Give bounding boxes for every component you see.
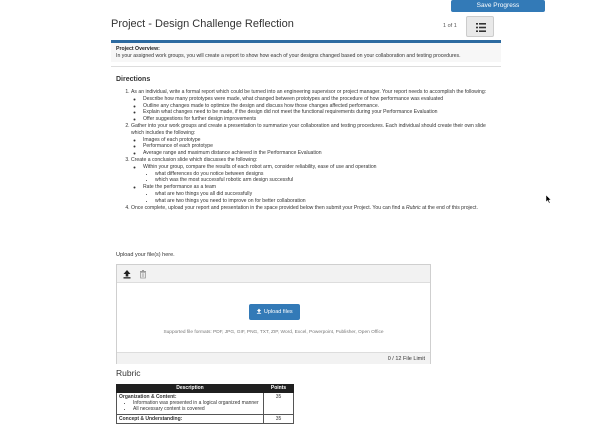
direction-text: Once complete, upload your report and presentation in the space provided below then submit your Project. You can find a (131, 204, 406, 211)
page-indicator: 1 of 1 (443, 23, 457, 29)
direction-subitem: ◦ Average range and maximum distance achieved in the Performance Evaluation (143, 150, 496, 157)
trash-icon[interactable] (138, 269, 148, 279)
rubric-reference: Rubric (405, 204, 421, 211)
directions-list (116, 89, 496, 211)
rubric-table (116, 384, 294, 424)
direction-subitem: ◦ Describe how many prototypes were made, what changed between prototypes and the procedure of how performance was evaluated (143, 96, 496, 103)
direction-subitem-text: Rate the performance as a team (143, 184, 217, 191)
direction-subitem: ◦ Outline any changes made to optimize the design and discuss how those changes affected performance. (143, 103, 496, 110)
direction-subitem-text: Within your group, compare the results of each robot arm, consider reliability, ease of use and operation (143, 163, 377, 170)
direction-item (131, 205, 496, 212)
upload-toolbar (117, 265, 430, 283)
mouse-cursor-icon (546, 195, 552, 204)
rubric-header-points: Points (264, 385, 294, 393)
rubric-header-description: Description (117, 385, 264, 393)
upload-files-button[interactable] (249, 304, 300, 320)
upload-files-label: Upload files (263, 309, 293, 315)
project-overview (111, 40, 501, 62)
direction-subsubitem: • which was the most successful robotic arm design successful (155, 177, 496, 184)
rubric-bullet: • Information was presented in a logical organized manner (133, 400, 261, 406)
direction-text: Gather into your work groups and create a presentation to summarize your collaboration and testing procedures. Each individual should create their own slide which includes the following: (131, 122, 486, 136)
direction-item (131, 157, 496, 205)
direction-subitem: ◦ Explain what changes need to be made, if the design did not meet the functional requirements during your Performance Evaluation (143, 109, 496, 116)
direction-subitem: ◦ Images of each prototype (143, 137, 496, 144)
rubric-points: 35 (264, 393, 294, 415)
divider (111, 66, 501, 67)
rubric-description (117, 414, 264, 423)
upload-icon[interactable] (122, 269, 132, 279)
rubric-heading: Rubric (116, 368, 141, 378)
direction-subsubitem: • what are two things you all did successfully (155, 191, 496, 198)
overview-label: Project Overview: (116, 46, 160, 52)
direction-subitem: ◦ Offer suggestions for further design improvements (143, 116, 496, 123)
direction-item (131, 89, 496, 123)
direction-text-end: at the end of this project. (420, 204, 478, 211)
direction-text: Create a conclusion slide which discusses the following: (131, 156, 258, 163)
rubric-criterion: Organization & Content: (119, 394, 177, 400)
table-row (117, 414, 294, 423)
list-icon (476, 23, 486, 32)
direction-subitem: ◦ Performance of each prototype (143, 143, 496, 150)
rubric-bullet: • All necessary content is covered (133, 406, 261, 412)
direction-subitem (143, 184, 496, 204)
upload-label: Upload your file(s) here. (116, 252, 175, 258)
direction-text: As an individual, write a formal report which could be turned into an engineering supervisor or project manager. Your report needs to accomplish the following: (131, 89, 487, 95)
direction-subitem (143, 164, 496, 184)
direction-subsubitem: • what are two things you need to improve on for better collaboration (155, 198, 496, 205)
upload-icon (256, 308, 262, 314)
file-limit: 0 / 12 File Limit (387, 356, 425, 362)
rubric-points: 35 (264, 414, 294, 423)
rubric-criterion: Concept & Understanding: (119, 415, 183, 422)
table-row (117, 393, 294, 415)
direction-item (131, 123, 496, 157)
page-title: Project - Design Challenge Reflection (111, 18, 294, 30)
upload-footer (117, 352, 430, 364)
supported-formats: Supported file formats: PDF, JPG, GIF, PNG, TXT, ZIP, Word, Excel, Powerpoint, Publisher, Open Office (163, 330, 384, 335)
direction-subsubitem: • what differences do you notice between designs (155, 171, 496, 178)
save-progress-button[interactable]: Save Progress (451, 0, 545, 12)
directions-heading: Directions (116, 76, 151, 83)
overview-text: In your assigned work groups, you will create a report to show how each of your designs changed based on your collaboration and testing procedures. (116, 53, 461, 59)
upload-dropzone[interactable] (116, 264, 431, 364)
page-list-button[interactable] (466, 16, 494, 37)
rubric-description (117, 393, 264, 415)
